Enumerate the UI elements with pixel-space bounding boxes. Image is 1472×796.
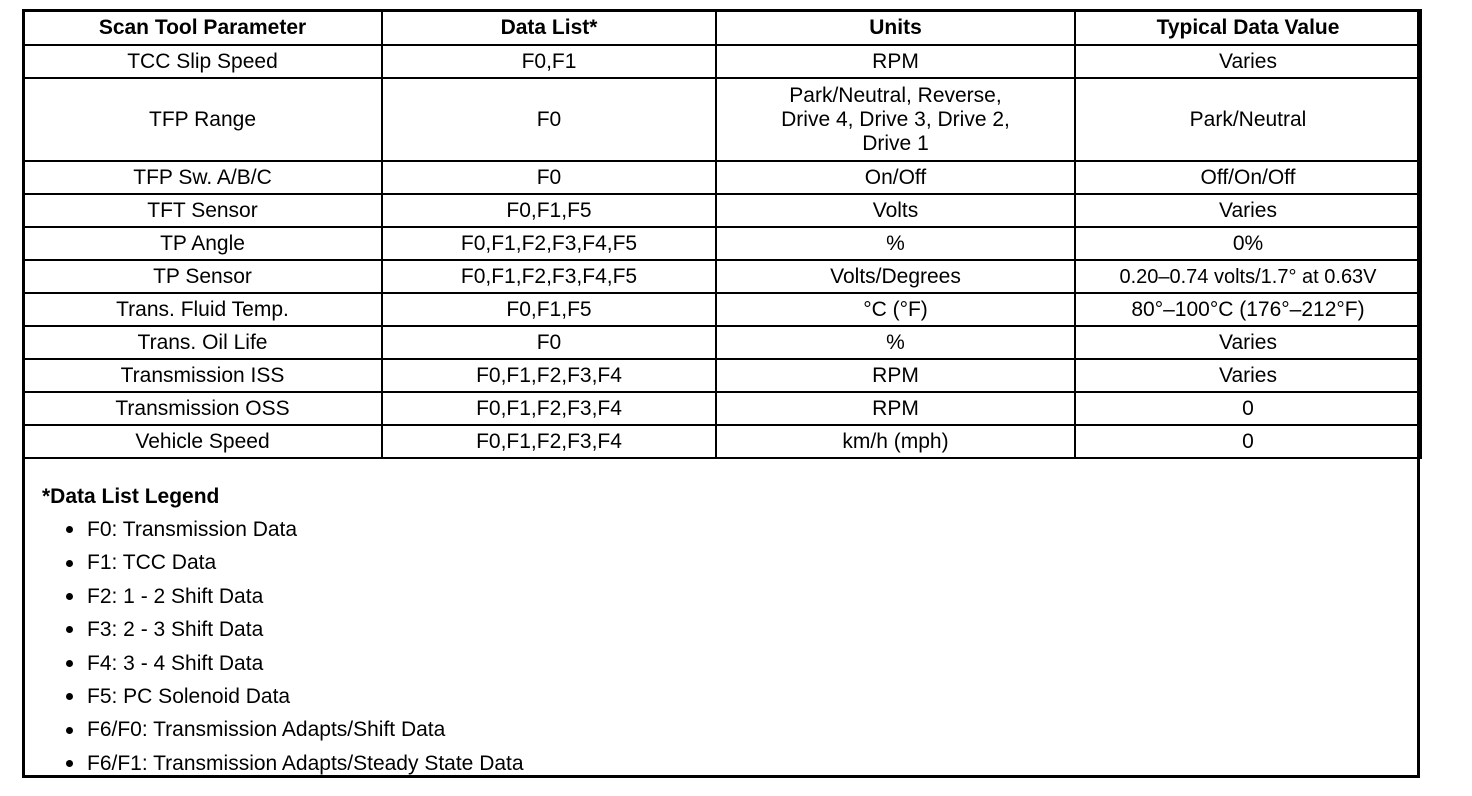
scan-tool-parameter-table xyxy=(22,9,1422,459)
cell-typical-value: Varies xyxy=(1075,45,1421,78)
legend-item-text: F0: Transmission Data xyxy=(87,518,298,541)
cell-typical-value: Park/Neutral xyxy=(1075,78,1421,161)
bullet-icon xyxy=(66,727,73,734)
legend-item xyxy=(42,747,1402,780)
table-row xyxy=(23,161,1421,194)
legend-list xyxy=(42,513,1402,780)
column-header-parameter: Scan Tool Parameter xyxy=(23,10,382,45)
cell-parameter: Trans. Oil Life xyxy=(23,326,382,359)
cell-typical-value: 0.20–0.74 volts/1.7° at 0.63V xyxy=(1075,260,1421,293)
cell-data-list: F0,F1,F2,F3,F4,F5 xyxy=(382,260,716,293)
legend-item xyxy=(42,647,1402,680)
cell-units: Volts/Degrees xyxy=(716,260,1075,293)
cell-parameter: TCC Slip Speed xyxy=(23,45,382,78)
cell-units: °C (°F) xyxy=(716,293,1075,326)
legend-title: *Data List Legend xyxy=(42,485,220,508)
table-row xyxy=(23,45,1421,78)
cell-typical-value: 0 xyxy=(1075,392,1421,425)
bullet-icon xyxy=(66,693,73,700)
table-row xyxy=(23,392,1421,425)
table-row xyxy=(23,260,1421,293)
cell-data-list: F0,F1,F2,F3,F4 xyxy=(382,359,716,392)
legend-item-text: F5: PC Solenoid Data xyxy=(87,685,291,709)
cell-parameter: TFP Range xyxy=(23,78,382,161)
cell-units: Volts xyxy=(716,194,1075,227)
cell-data-list: F0,F1,F2,F3,F4 xyxy=(382,392,716,425)
table-row xyxy=(23,194,1421,227)
legend-item-text: F3: 2 - 3 Shift Data xyxy=(87,618,264,642)
cell-parameter: TFT Sensor xyxy=(23,194,382,227)
legend-item xyxy=(42,580,1402,613)
cell-data-list: F0,F1,F5 xyxy=(382,194,716,227)
cell-data-list: F0 xyxy=(382,161,716,194)
cell-typical-value: 0 xyxy=(1075,425,1421,458)
cell-parameter: TP Sensor xyxy=(23,260,382,293)
cell-parameter: Transmission OSS xyxy=(23,392,382,425)
cell-parameter: TFP Sw. A/B/C xyxy=(23,161,382,194)
legend-item-text: F2: 1 - 2 Shift Data xyxy=(87,584,264,608)
cell-units: % xyxy=(716,227,1075,260)
cell-typical-value: Off/On/Off xyxy=(1075,161,1421,194)
cell-data-list: F0,F1,F5 xyxy=(382,293,716,326)
cell-data-list: F0,F1,F2,F3,F4 xyxy=(382,425,716,458)
cell-parameter: Trans. Fluid Temp. xyxy=(23,293,382,326)
data-list-legend xyxy=(42,480,1402,780)
legend-item-text: F6/F1: Transmission Adapts/Steady State Data xyxy=(87,751,524,775)
legend-item xyxy=(42,546,1402,579)
table-row xyxy=(23,227,1421,260)
cell-typical-value: Varies xyxy=(1075,326,1421,359)
legend-item xyxy=(42,613,1402,646)
table-row xyxy=(23,293,1421,326)
cell-units: km/h (mph) xyxy=(716,425,1075,458)
cell-parameter: Vehicle Speed xyxy=(23,425,382,458)
cell-units: % xyxy=(716,326,1075,359)
bullet-icon xyxy=(66,593,73,600)
legend-item-text: F1: TCC Data xyxy=(87,551,217,575)
legend-item xyxy=(42,680,1402,713)
column-header-data-list: Data List* xyxy=(382,10,716,45)
legend-item-text: F4: 3 - 4 Shift Data xyxy=(87,651,264,675)
bullet-icon xyxy=(66,560,73,567)
cell-typical-value: Varies xyxy=(1075,359,1421,392)
table-row xyxy=(23,326,1421,359)
cell-units: On/Off xyxy=(716,161,1075,194)
legend-item xyxy=(42,513,1402,546)
column-header-typical-value: Typical Data Value xyxy=(1075,10,1421,45)
cell-typical-value: Varies xyxy=(1075,194,1421,227)
cell-data-list: F0,F1 xyxy=(382,45,716,78)
cell-units: RPM xyxy=(716,359,1075,392)
legend-item-text: F6/F0: Transmission Adapts/Shift Data xyxy=(87,718,446,742)
cell-data-list: F0 xyxy=(382,326,716,359)
bullet-icon xyxy=(66,660,73,667)
cell-data-list: F0,F1,F2,F3,F4,F5 xyxy=(382,227,716,260)
cell-units: Park/Neutral, Reverse, Drive 4, Drive 3, Drive 2, Drive 1 xyxy=(716,78,1075,161)
cell-units: RPM xyxy=(716,45,1075,78)
table-header-row xyxy=(23,10,1421,45)
cell-units: RPM xyxy=(716,392,1075,425)
cell-data-list: F0 xyxy=(382,78,716,161)
legend-item xyxy=(42,713,1402,746)
cell-parameter: Transmission ISS xyxy=(23,359,382,392)
bullet-icon xyxy=(66,626,73,633)
cell-typical-value: 80°–100°C (176°–212°F) xyxy=(1075,293,1421,326)
cell-parameter: TP Angle xyxy=(23,227,382,260)
bullet-icon xyxy=(66,526,73,533)
cell-typical-value: 0% xyxy=(1075,227,1421,260)
bullet-icon xyxy=(66,760,73,767)
table-row xyxy=(23,78,1421,161)
table-row xyxy=(23,359,1421,392)
table-row xyxy=(23,425,1421,458)
column-header-units: Units xyxy=(716,10,1075,45)
